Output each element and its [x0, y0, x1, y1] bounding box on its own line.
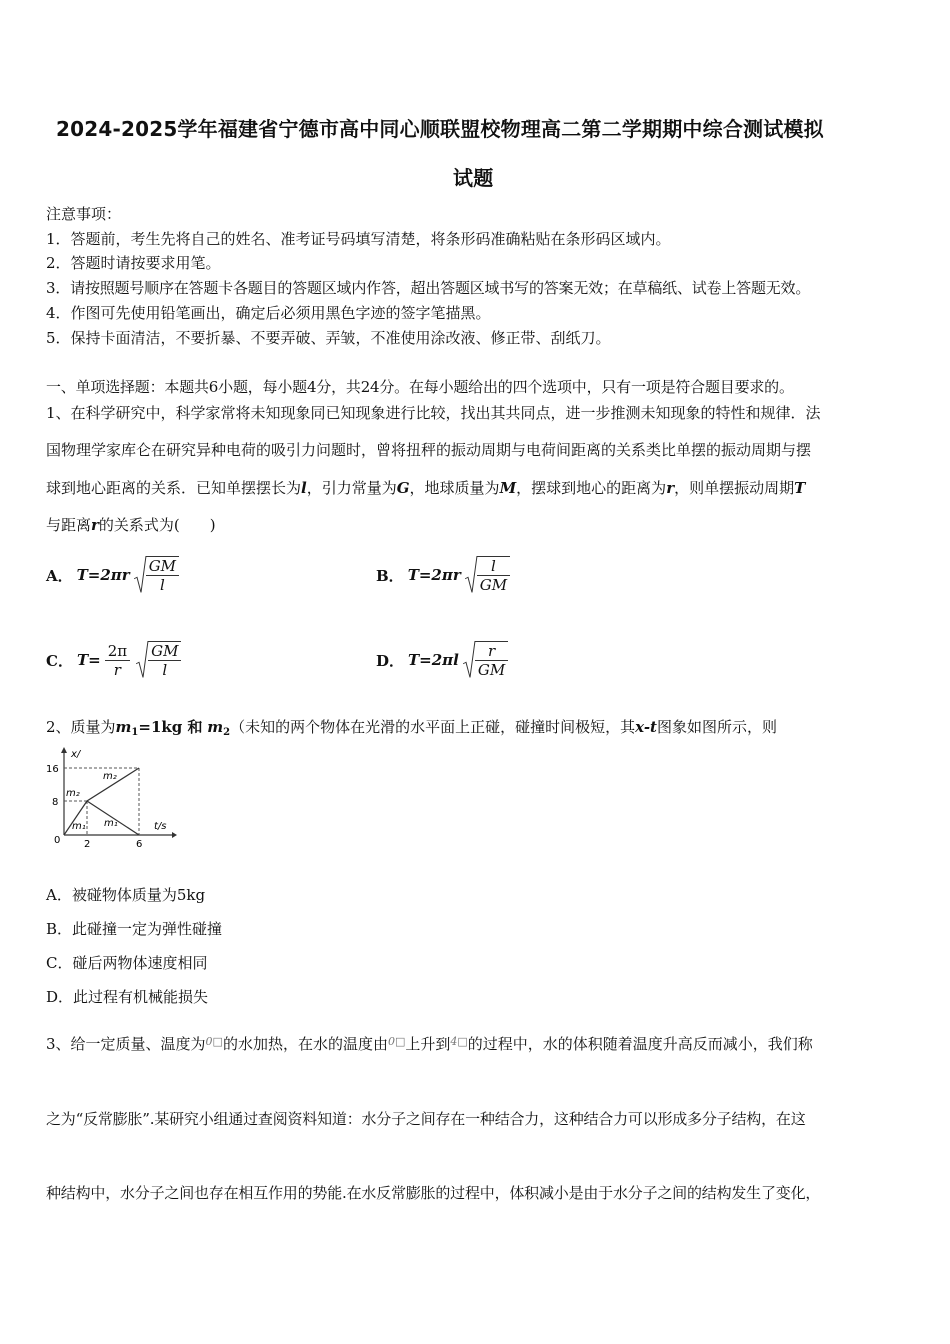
x-axis-label: t/s [154, 821, 167, 832]
q2-option-c[interactable]: C．碰后两物体速度相同 [46, 954, 208, 972]
q3-line1: 3、给一定质量、温度为$^{0□}$的水加热，在水的温度由$^{0□}$上升到$^{4□}$的过程中，水的体积随着温度升高反而减小，我们称 [46, 1035, 813, 1053]
x-axis-arrow [172, 832, 177, 838]
notes-item: 4．作图可先使用铅笔画出，确定后必须用黑色字迹的签字笔描黑。 [46, 304, 491, 322]
q3-line2: 之为“反常膨胀”.某研究小组通过查阅资料知道：水分子之间存在一种结合力，这种结合力可以形成多分子结构，在这 [46, 1110, 806, 1128]
q1-option-d[interactable]: D． T=2πl $\frac{r}{GM}$ [376, 630, 508, 690]
x-tick-6: 6 [136, 839, 143, 850]
page-title: 2024-2025学年福建省宁德市高中同心顺联盟校物理高二第二学期期中综合测试模拟 [56, 117, 824, 141]
section-header: 一、单项选择题：本题共6小题，每小题4分，共24分。在每小题给出的四个选项中，只有一项是符合题目要求的。 [46, 378, 794, 396]
curve-label: m₁ [104, 818, 118, 829]
q2-option-a[interactable]: A．被碰物体质量为5kg [46, 886, 206, 904]
q1-line2: 国物理学家库仑在研究异种电荷的吸引力问题时，曾将扭秤的振动周期与电荷间距离的关系类比单摆的振动周期与摆 [46, 441, 812, 459]
y-tick-0: 0 [54, 835, 61, 846]
xt-graph [44, 745, 179, 853]
q3-line3: 种结构中，水分子之间也存在相互作用的势能.在水反常膨胀的过程中，体积减小是由于水分子之间的结构发生了变化， [46, 1184, 821, 1202]
y-axis-arrow [61, 747, 67, 753]
y-axis-label: x/ [71, 749, 81, 760]
q1-option-c[interactable]: C． T= $\frac{2\pi}{r}$ $\frac{GM}{l}$ [46, 630, 181, 690]
q1-line3: 球到地心距离的关系．已知单摆摆长为l，引力常量为G，地球质量为M，摆球到地心的距离为r，则单摆振动周期T [46, 479, 806, 497]
notes-item: 5．保持卡面清洁，不要折暴、不要弄破、弄皱，不准使用涂改液、修正带、刮纸刀。 [46, 329, 611, 347]
curve-label: m₂ [66, 788, 80, 799]
page-title-line2: 试题 [453, 166, 494, 190]
y-tick-16: 16 [46, 764, 59, 775]
notes-header: 注意事项： [46, 205, 122, 223]
notes-item: 2．答题时请按要求用笔。 [46, 254, 221, 272]
q2-stem: 2、质量为$m_1=1kg$ 和 $m_2$（未知的两个物体在光滑的水平面上正碰，碰撞时间极短，其x-t图象如图所示，则 [46, 718, 777, 738]
x-tick-2: 2 [84, 839, 91, 850]
q1-line1: 1、在科学研究中，科学家常将未知现象同已知现象进行比较，找出其共同点，进一步推测未知现象的特性和规律．法 [46, 404, 821, 422]
notes-item: 1．答题前，考生先将自己的姓名、准考证号码填写清楚，将条形码准确粘贴在条形码区域内。 [46, 230, 671, 248]
q1-option-a[interactable]: A． T=2πr $\frac{GM}{l}$ [46, 545, 179, 605]
curve-label: m₂ [103, 771, 117, 782]
q2-option-d[interactable]: D．此过程有机械能损失 [46, 988, 209, 1006]
q1-option-b[interactable]: B． T=2πr $\frac{l}{GM}$ [376, 545, 510, 605]
y-tick-8: 8 [52, 797, 59, 808]
q1-line4: 与距离r的关系式为( ) [46, 516, 216, 534]
notes-item: 3．请按照题号顺序在答题卡各题目的答题区域内作答，超出答题区域书写的答案无效；在草稿纸、试卷上答题无效。 [46, 279, 811, 297]
q2-option-b[interactable]: B．此碰撞一定为弹性碰撞 [46, 920, 223, 938]
curve-label: m₁ [72, 821, 86, 832]
